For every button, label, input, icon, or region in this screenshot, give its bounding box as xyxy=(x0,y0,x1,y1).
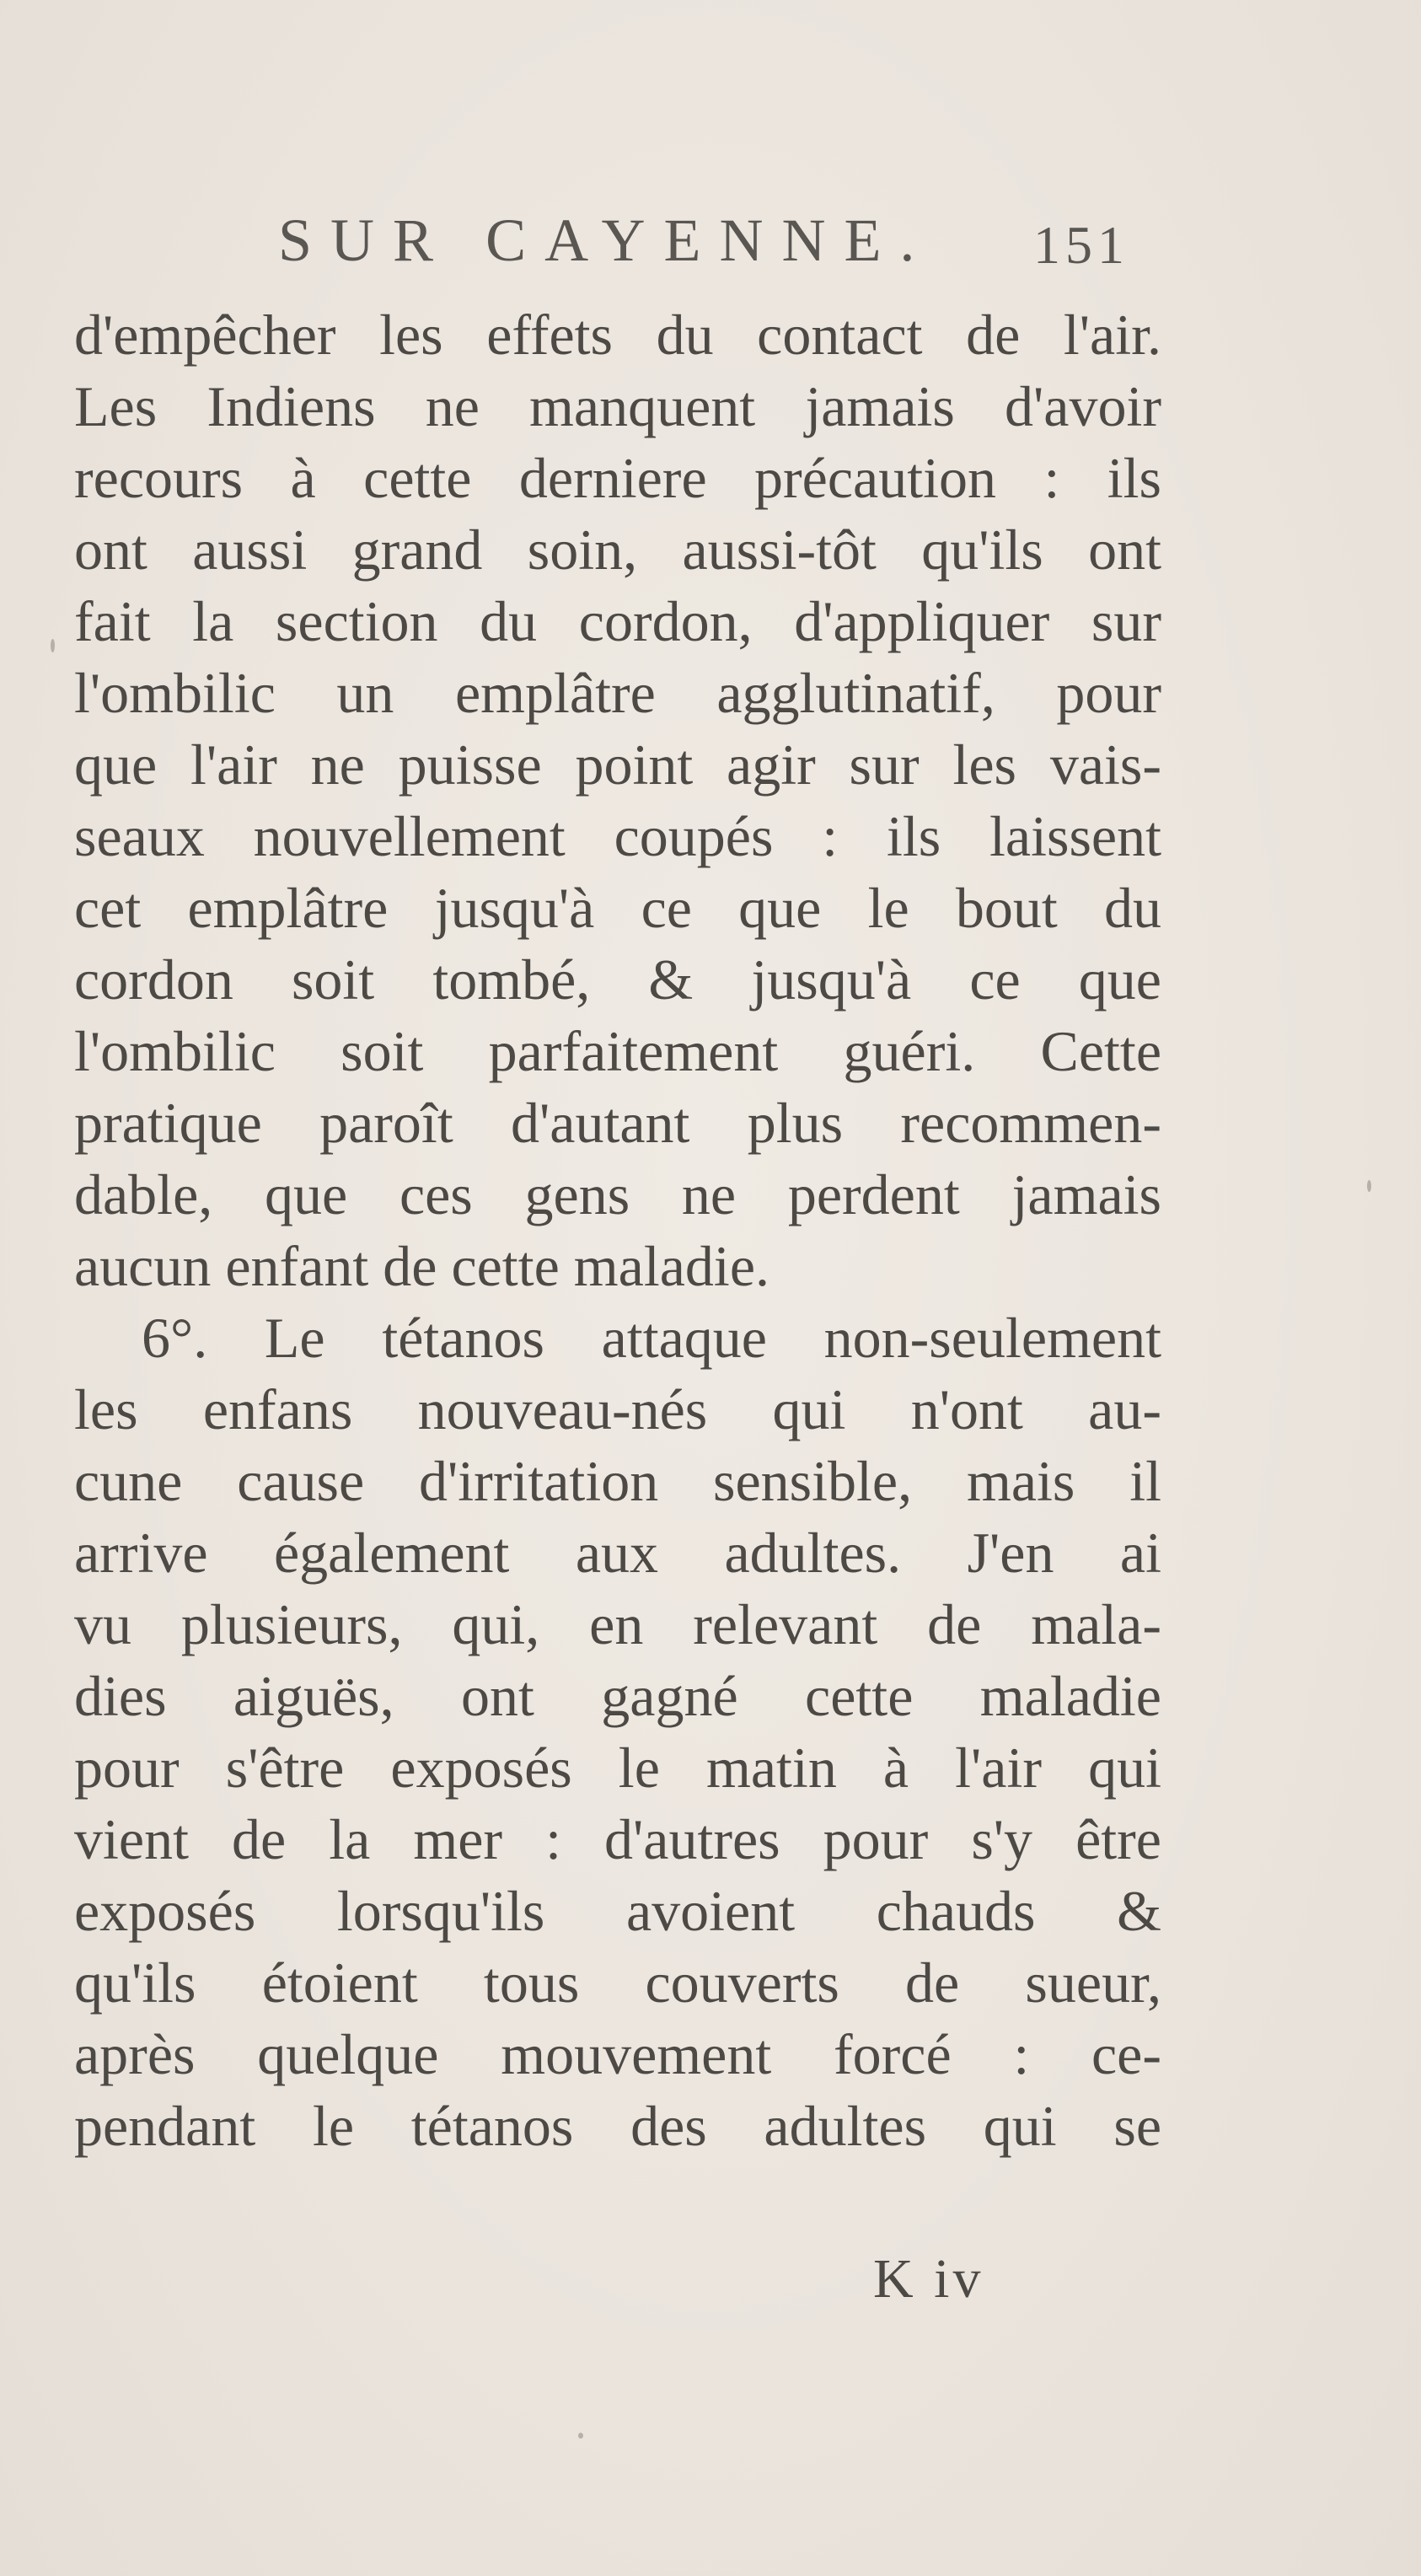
text-line: après quelque mouvement forcé : ce- xyxy=(74,2022,1161,2086)
text-line: vu plusieurs, qui, en relevant de mala- xyxy=(74,1592,1161,1656)
text-line: les enfans nouveau-nés qui n'ont au- xyxy=(74,1377,1161,1441)
paper-speck xyxy=(51,639,55,652)
catchword-signature: K iv xyxy=(873,2248,984,2310)
text-line: dable, que ces gens ne perdent jamais xyxy=(74,1162,1161,1226)
text-line: Les Indiens ne manquent jamais d'avoir xyxy=(74,374,1161,438)
text-line: seaux nouvellement coupés : ils laissent xyxy=(74,804,1161,868)
text-line: cordon soit tombé, & jusqu'à ce que xyxy=(74,947,1161,1012)
text-line: pendant le tétanos des adultes qui se xyxy=(74,2094,1161,2158)
text-line: dies aiguës, ont gagné cette maladie xyxy=(74,1664,1161,1728)
text-line: fait la section du cordon, d'appliquer sur xyxy=(74,589,1161,653)
text-line: l'ombilic un emplâtre agglutinatif, pour xyxy=(74,661,1161,725)
page-number: 151 xyxy=(1033,215,1129,275)
text-line: d'empêcher les effets du contact de l'air. xyxy=(74,303,1161,367)
text-line: 6°. Le tétanos attaque non-seulement xyxy=(142,1306,1161,1370)
text-line: recours à cette derniere précaution : ils xyxy=(74,446,1161,510)
text-line: cune cause d'irritation sensible, mais il xyxy=(74,1449,1161,1513)
text-line: vient de la mer : d'autres pour s'y être xyxy=(74,1807,1161,1871)
text-line: qu'ils étoient tous couverts de sueur, xyxy=(74,1951,1161,2015)
text-line: exposés lorsqu'ils avoient chauds & xyxy=(74,1879,1161,1943)
paper-speck xyxy=(578,2433,583,2439)
text-line: ont aussi grand soin, aussi-tôt qu'ils ont xyxy=(74,518,1161,582)
running-title: SUR CAYENNE. xyxy=(278,207,934,274)
text-line: pour s'être exposés le matin à l'air qui xyxy=(74,1736,1161,1800)
page-header xyxy=(278,196,1129,297)
text-line: que l'air ne puisse point agir sur les vais- xyxy=(74,733,1161,797)
text-line: l'ombilic soit parfaitement guéri. Cette xyxy=(74,1019,1161,1083)
text-line: arrive également aux adultes. J'en ai xyxy=(74,1521,1161,1585)
body-text xyxy=(74,299,1161,2162)
text-line: cet emplâtre jusqu'à ce que le bout du xyxy=(74,876,1161,940)
text-line: pratique paroît d'autant plus recommen- xyxy=(74,1091,1161,1155)
paper-speck xyxy=(1367,1180,1371,1192)
text-line: aucun enfant de cette maladie. xyxy=(74,1234,769,1298)
